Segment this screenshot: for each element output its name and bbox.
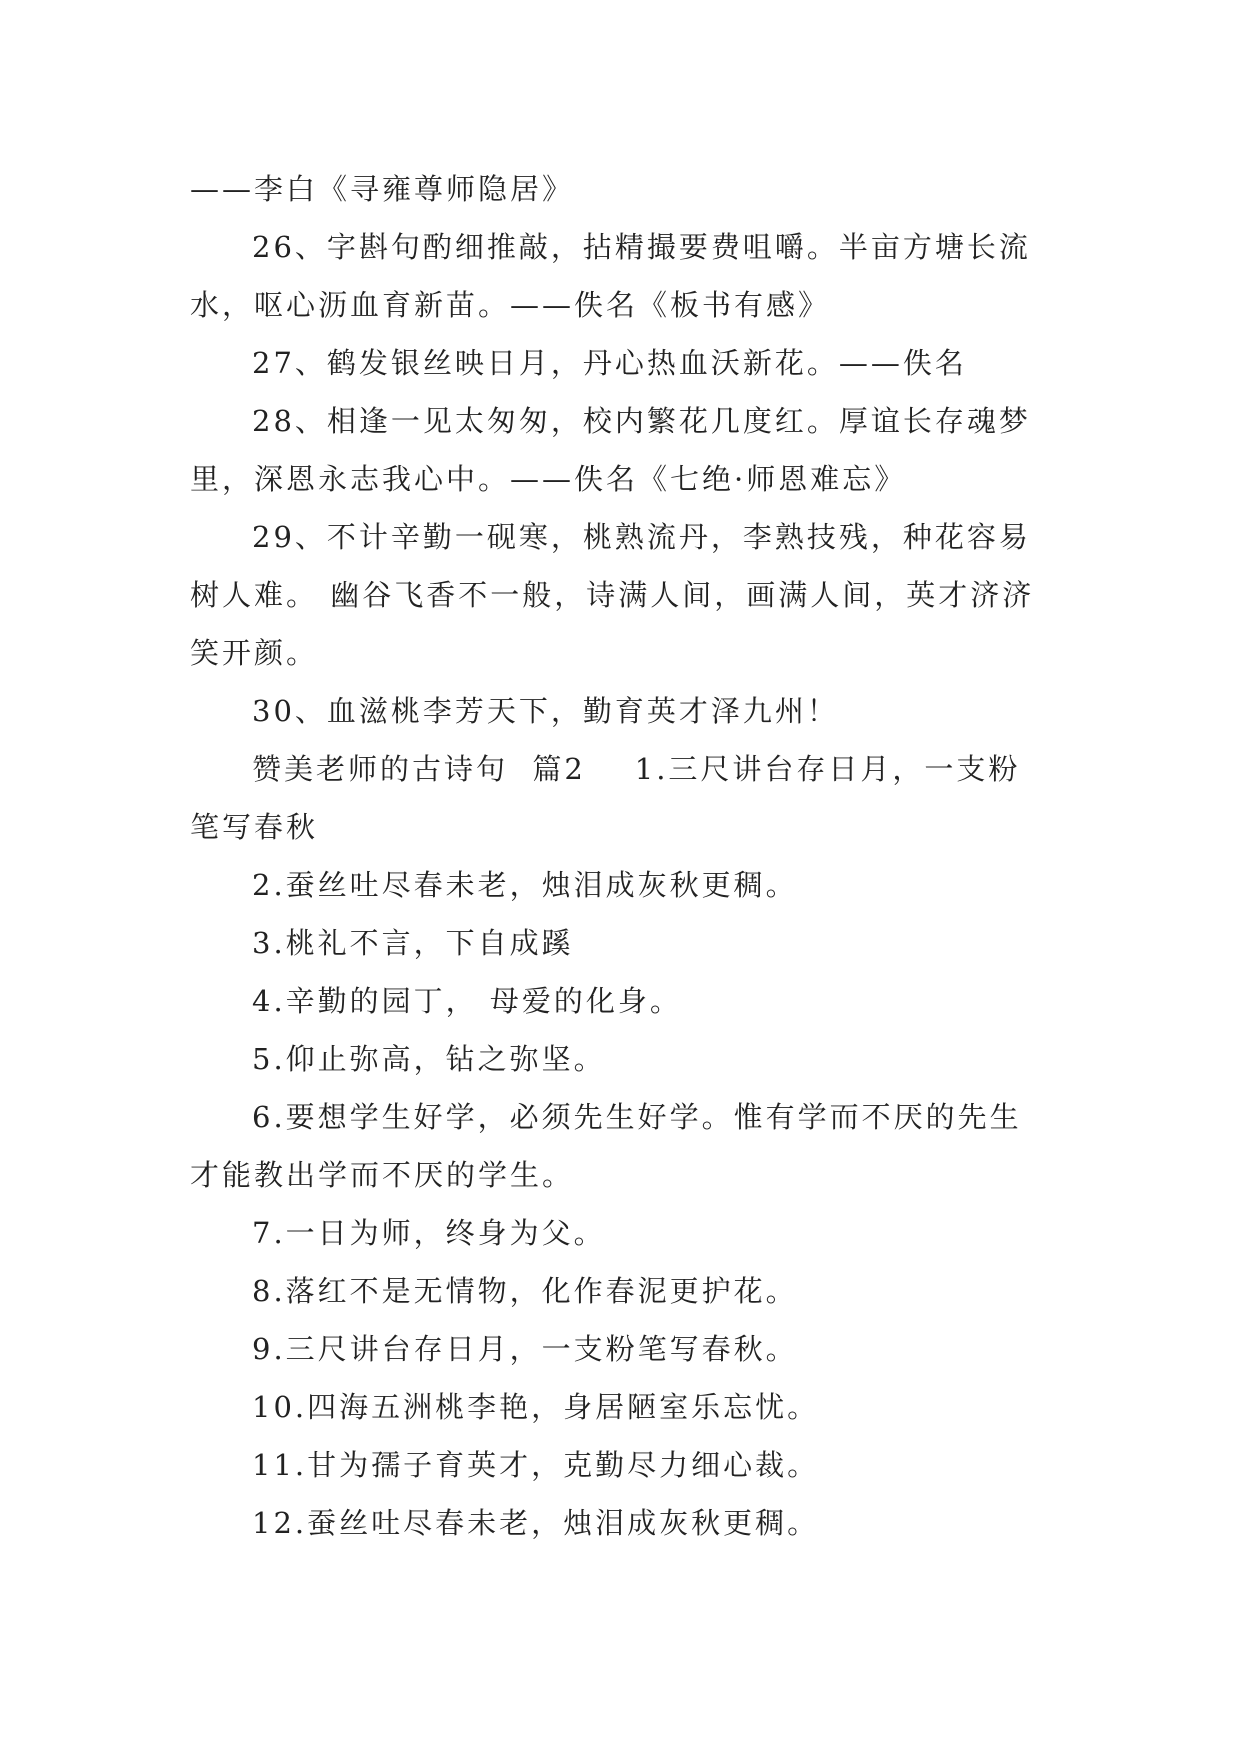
paragraph-27: 27、鹤发银丝映日月，丹心热血沃新花。——佚名 — [252, 346, 967, 380]
paragraph-26: 26、字斟句酌细推敲，拈精撮要费咀嚼。半亩方塘长流水，呕心沥血育新苗。——佚名《板书有感》 — [190, 230, 1031, 322]
list-item-10: 10.四海五洲桃李艳，身居陋室乐忘忧。 — [252, 1390, 820, 1424]
list-item-5: 5.仰止弥高，钻之弥坚。 — [252, 1042, 606, 1076]
list-item-8: 8.落红不是无情物，化作春泥更护花。 — [252, 1274, 798, 1308]
list-item-12: 12.蚕丝吐尽春未老，烛泪成灰秋更稠。 — [252, 1506, 820, 1540]
list-item-11: 11.甘为孺子育英才，克勤尽力细心裁。 — [252, 1448, 820, 1482]
list-item-4: 4.辛勤的园丁， 母爱的化身。 — [252, 984, 682, 1018]
list-item-6: 6.要想学生好学，必须先生好学。惟有学而不厌的先生才能教出学而不厌的学生。 — [190, 1100, 1022, 1192]
section-heading-part-2: 赞美老师的古诗句 篇2 1.三尺讲台存日月，一支粉笔写春秋 — [190, 752, 1021, 844]
list-item-2: 2.蚕丝吐尽春未老，烛泪成灰秋更稠。 — [252, 868, 798, 902]
list-item-3: 3.桃礼不言，下自成蹊 — [252, 926, 574, 960]
paragraph-attribution-li-bai: ——李白《寻雍尊师隐居》 — [190, 172, 575, 206]
paragraph-29: 29、不计辛勤一砚寒，桃熟流丹，李熟技残，种花容易树人难。 幽谷飞香不一般，诗满人间，画满人间，英才济济笑开颜。 — [190, 520, 1035, 670]
paragraph-30: 30、血滋桃李芳天下，勤育英才泽九州！ — [252, 694, 839, 728]
list-item-7: 7.一日为师，终身为父。 — [252, 1216, 606, 1250]
paragraph-28: 28、相逢一见太匆匆，校内繁花几度红。厚谊长存魂梦里，深恩永志我心中。——佚名《七绝·师恩难忘》 — [190, 404, 1031, 496]
list-item-9: 9.三尺讲台存日月，一支粉笔写春秋。 — [252, 1332, 798, 1366]
document-body — [190, 160, 1050, 1552]
